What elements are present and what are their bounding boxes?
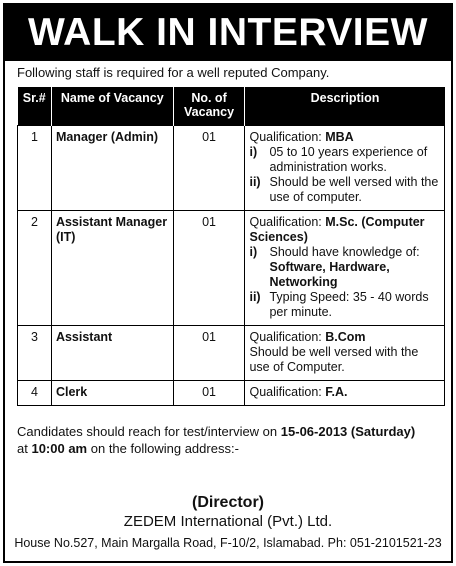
row-no: 01 [173,380,245,405]
table-row [18,380,445,405]
header-desc: Description [245,87,445,125]
row-desc: Qualification: F.A. [245,380,445,405]
signature-block [5,493,451,552]
company-name: ZEDEM International (Pvt.) Ltd. [123,513,333,530]
row-name: Manager (Admin) [51,125,173,210]
row-desc: Qualification: B.Com Should be well versed with the use of Computer. [245,325,445,380]
row-name: Assistant [51,325,173,380]
header-name: Name of Vacancy [51,87,173,125]
company-address: House No.527, Main Margalla Road, F-10/2, Islamabad. Ph: 051-2101521-23 [14,536,442,550]
table-row [18,125,445,210]
table-row [18,325,445,380]
row-sr: 2 [18,210,52,325]
signatory-title: (Director) [191,494,264,511]
row-no: 01 [173,210,245,325]
row-sr: 3 [18,325,52,380]
row-desc: Qualification: MBA i) 05 to 10 years experience of administration works. ii) Should be well versed with the use of computer. [245,125,445,210]
header-no: No. of Vacancy [173,87,245,125]
advertisement [3,3,453,563]
row-name: Clerk [51,380,173,405]
row-no: 01 [173,125,245,210]
row-sr: 4 [18,380,52,405]
row-sr: 1 [18,125,52,210]
row-no: 01 [173,325,245,380]
interview-instructions: Candidates should reach for test/interview on 15-06-2013 (Saturday) at 10:00 am on the following address:- [17,424,416,456]
ad-title: WALK IN INTERVIEW [5,5,451,61]
intro-text: Following staff is required for a well reputed Company. [17,65,330,80]
header-sr: Sr.# [18,87,52,125]
table-header-row [18,87,445,125]
vacancy-table [17,87,445,406]
table-row [18,210,445,325]
row-desc: Qualification: M.Sc. (Computer Sciences) i) Should have knowledge of: Software, Hardware, Networking ii) Typing Speed: 35 - 40 words per minute. [245,210,445,325]
row-name: Assistant Manager (IT) [51,210,173,325]
